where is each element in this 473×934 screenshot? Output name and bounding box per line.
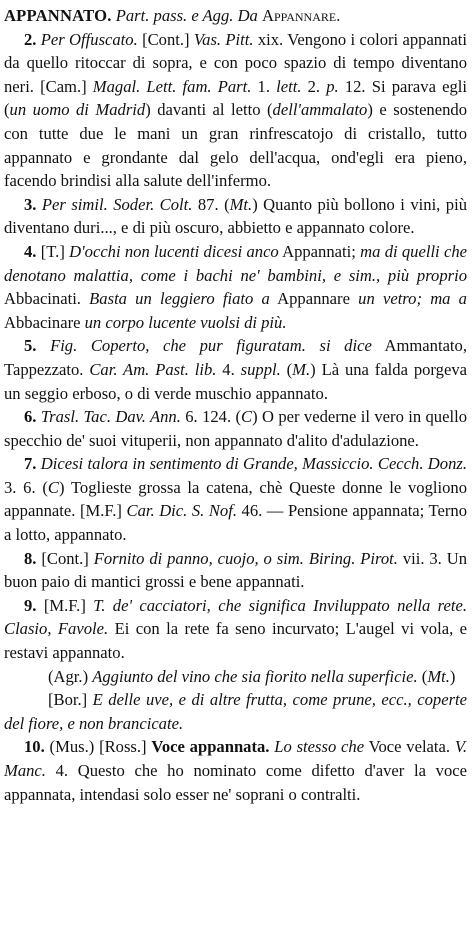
text-segment: ) Quanto più bollono i vini, più diventano duri..., e di più oscuro, abbietto e appannato colore.: [4, 194, 467, 238]
text-segment: Ammantato, Tappezzato.: [4, 336, 467, 379]
text-segment: ) e sostenendo con tutte due le mani un gran rinfrescatojo di cristallo, tutto appannato e grondante dal gelo dell'acqua, ond'egli era pieno, facendo brindisi alla salute dell'infermo.: [4, 100, 467, 191]
text-segment: 4.: [216, 359, 241, 379]
text-segment: E delle uve, e di altre frutta, come prune, ecc., coperte del fiore, e non brancicate.: [4, 690, 468, 733]
text-segment: Mt.: [229, 194, 253, 214]
text-segment: 7.: [24, 454, 37, 474]
text-segment: Appannare: [262, 6, 337, 25]
text-segment: Voce appannata.: [151, 737, 270, 757]
text-segment: (Agr.): [48, 666, 93, 686]
text-segment: [T.]: [36, 241, 70, 261]
text-segment: 4. Questo che ho nominato come difetto d'aver la voce appannata, intendasi solo esser ne' soprani o contralti.: [4, 761, 467, 804]
sense-8: [4, 547, 467, 594]
text-segment: APPANNATO.: [4, 6, 112, 25]
text-segment: 3. 6. (: [4, 477, 48, 497]
text-segment: 8.: [24, 548, 37, 568]
text-segment: Part. pass. e Agg. Da: [115, 6, 262, 25]
text-segment: Fornito di panno, cuojo, o sim. Biring. Pirot.: [93, 548, 398, 568]
text-segment: 10.: [24, 737, 45, 757]
text-segment: Vas. Pitt.: [193, 29, 254, 49]
text-segment: 2.: [301, 76, 327, 96]
text-segment: Appannati;: [278, 241, 361, 261]
text-segment: 12. Si parava egli (: [4, 76, 467, 120]
text-segment: Per Offuscato.: [40, 29, 138, 49]
text-segment: Fig. Coperto, che pur figuratam. si dice: [50, 336, 372, 356]
text-segment: ma di quelli che denotano malattia, come i bachi ne' bambini, e sim., più proprio: [4, 241, 467, 285]
text-segment: Abbacinare: [4, 312, 85, 332]
text-segment: 87. (: [192, 194, 230, 214]
text-segment: p.: [326, 76, 339, 96]
text-segment: ) davanti al letto (: [145, 100, 273, 120]
text-segment: Abbacinati.: [4, 289, 90, 309]
text-segment: Aggiunto del vino che sia fiorito nella superficie.: [92, 666, 418, 686]
sense-10: [4, 735, 467, 806]
text-segment: [M.F.]: [36, 595, 94, 615]
text-segment: 4.: [24, 241, 37, 261]
text-segment: ): [449, 666, 456, 686]
text-segment: Voce velata.: [364, 737, 455, 757]
text-segment: lett.: [276, 76, 302, 96]
text-segment: T. de' cacciatori, che significa Inviluppato nella rete. Clasio, Favole.: [4, 595, 467, 639]
text-segment: [Bor.]: [48, 690, 93, 710]
text-segment: ) Toglieste grossa la catena, chè Queste donne le vogliono appannate. [M.F.]: [4, 477, 467, 521]
text-segment: [Cont.]: [137, 29, 194, 49]
text-segment: xix. Vengono i colori appannati da quello ritoccar di sopra, e con poco spazio di tempo diventano neri. [Cam.]: [4, 29, 467, 96]
text-segment: Lo stesso che: [274, 737, 365, 757]
text-segment: 6.: [24, 407, 37, 427]
text-segment: M.: [292, 359, 311, 379]
text-segment: (: [417, 666, 428, 686]
text-segment: un corpo lucente vuolsi di più.: [84, 312, 287, 332]
sense-9: [4, 594, 467, 665]
text-segment: Ei con la rete fa seno incurvato; L'augel vi vola, e restavi appannato.: [4, 619, 468, 663]
text-segment: C: [241, 407, 253, 427]
text-segment: 5.: [24, 336, 37, 356]
sense-7: [4, 452, 467, 546]
text-segment: V. Manc.: [4, 737, 468, 780]
sub-sense-agr: [4, 665, 467, 689]
sense-3: [4, 193, 467, 240]
text-segment: 46. — Pensione appannata; Terno a lotto, appannato.: [4, 501, 467, 545]
sense-2: [4, 28, 467, 193]
text-segment: Mt.: [427, 666, 450, 686]
text-segment: [36, 336, 50, 355]
text-segment: 9.: [24, 595, 37, 615]
text-segment: Magal. Lett. fam. Part.: [92, 76, 252, 96]
sense-6: [4, 405, 467, 452]
text-segment: 6. 124. (: [180, 407, 242, 427]
text-segment: ) Là una falda porgeva un seggio erboso, o di verde muschio appannato.: [4, 359, 467, 403]
text-segment: Basta un leggiero fiato a: [89, 289, 270, 309]
text-segment: Appannare: [269, 289, 359, 309]
text-segment: 2.: [24, 29, 37, 49]
text-segment: ) O per vederne il vero in quello specchio de' suoi vituperii, non appannato d'alito d'adulazione.: [4, 407, 467, 450]
text-segment: Dicesi talora in sentimento di Grande, Massiccio. Cecch. Donz.: [40, 454, 467, 474]
text-segment: [Cont.]: [36, 548, 94, 568]
text-segment: suppl.: [240, 359, 281, 379]
text-segment: 1.: [251, 76, 277, 96]
text-segment: D'occhi non lucenti dicesi anco: [69, 241, 279, 261]
text-segment: (: [280, 359, 293, 379]
entry-headword: [4, 4, 467, 28]
text-segment: .: [336, 6, 341, 25]
text-segment: un uomo di Madrid: [9, 100, 146, 120]
text-segment: vii. 3. Un buon paio di mantici grossi e bene appannati.: [4, 548, 467, 592]
sub-sense-bor: [4, 688, 467, 735]
text-segment: Trasl. Tac. Dav. Ann.: [40, 407, 181, 427]
text-segment: dell'ammalato: [272, 100, 368, 120]
sense-5: [4, 334, 467, 405]
text-segment: (Mus.) [Ross.]: [44, 737, 152, 757]
text-segment: un vetro; ma a: [358, 289, 467, 309]
text-segment: Car. Am. Past. lib.: [89, 359, 217, 379]
text-segment: Car. Dic. S. Nof.: [126, 501, 237, 521]
sense-4: [4, 240, 467, 334]
text-segment: C: [47, 477, 59, 497]
text-segment: 3.: [24, 194, 37, 214]
text-segment: Per simil. Soder. Colt.: [41, 194, 193, 214]
